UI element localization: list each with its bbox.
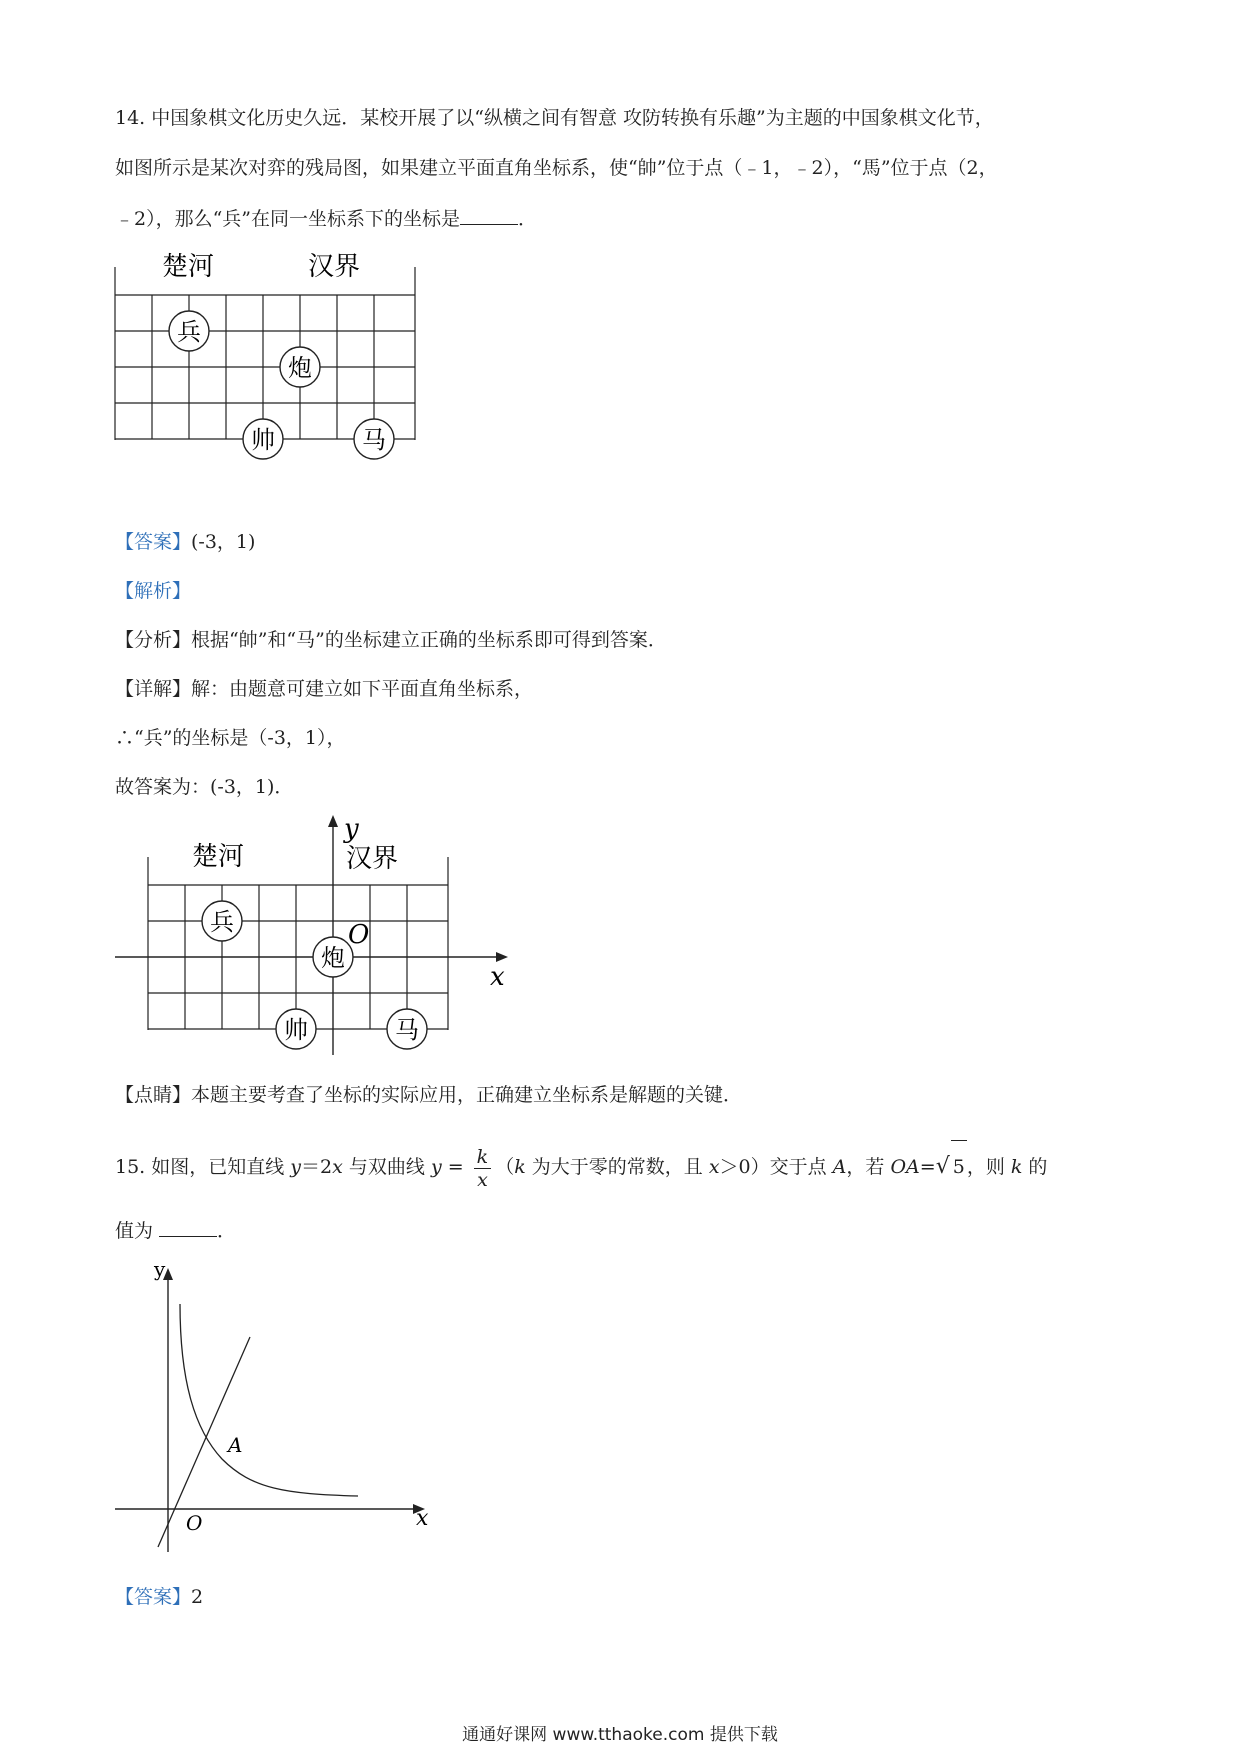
q15-answer-value: 2	[191, 1586, 204, 1608]
q15-then: ，则	[966, 1156, 1011, 1178]
piece-pao	[280, 347, 320, 387]
analysis-tag: 【解析】	[115, 580, 192, 602]
q15-middle: 与双曲线	[342, 1156, 431, 1178]
q14-line3-text: ﹣2），那么“兵”在同一坐标系下的坐标是	[115, 208, 461, 230]
hyperbola-graph	[110, 1262, 450, 1552]
q15-line-y: y	[290, 1156, 302, 1178]
board2-ma-label: 马	[395, 1016, 419, 1044]
board2-piece-ma	[387, 1009, 427, 1049]
answer-value: (-3，1)	[191, 531, 256, 553]
q15-cond-text: 为大于零的常数，且	[525, 1156, 709, 1178]
q14-line3	[115, 206, 537, 231]
chess-board-figure	[110, 245, 430, 470]
q14-dianjing: 【点睛】本题主要考查了坐标的实际应用，正确建立坐标系是解题的关键．	[115, 1084, 743, 1106]
board2-y-label: y	[344, 815, 359, 844]
graph-origin-label: O	[186, 1511, 203, 1535]
q14-xiangjie: 【详解】解：由题意可建立如下平面直角坐标系，	[115, 678, 534, 700]
q15-k-end: k	[1010, 1156, 1023, 1178]
river-left-label: 楚河	[162, 252, 215, 282]
q14-line3-end: ．	[518, 208, 538, 230]
board2-pao-label: 炮	[321, 944, 345, 972]
board2-river-left: 楚河	[192, 842, 245, 872]
graph-y-label: y	[154, 1262, 166, 1281]
q14-line2: 如图所示是某次对弈的残局图，如果建立平面直角坐标系，使“帥”位于点（﹣1，﹣2），“馬”位于点（2，	[115, 157, 998, 179]
piece-shuai	[243, 419, 283, 459]
board2-piece-pao	[313, 937, 353, 977]
piece-bing-label: 兵	[177, 318, 201, 346]
board-grid	[115, 295, 415, 439]
q15-line2-text: 值为	[115, 1220, 160, 1242]
piece-bing	[169, 311, 209, 351]
fraction-numerator: k	[474, 1146, 492, 1169]
q15-line-eq: ＝2	[301, 1156, 333, 1178]
graph-x-label: x	[416, 1506, 429, 1531]
q15-cond-k: k	[514, 1156, 526, 1178]
piece-ma-label: 马	[362, 426, 386, 454]
q14-conclusion: 故答案为：(-3，1)．	[115, 776, 294, 798]
piece-ma	[354, 419, 394, 459]
q14-line1: 14. 中国象棋文化历史久远．某校开展了以“纵横之间有智意 攻防转换有乐趣”为主题的中国象棋文化节，	[115, 107, 994, 129]
q15-answer-tag: 【答案】	[115, 1586, 192, 1608]
sqrt-icon: √	[935, 1154, 950, 1179]
graph-point-a-label: A	[228, 1433, 243, 1457]
q15-prefix: 15. 如图，已知直线	[115, 1156, 291, 1178]
board2-bing-label: 兵	[210, 908, 234, 936]
q15-answer-blank	[159, 1218, 217, 1237]
answer-tag: 【答案】	[115, 531, 192, 553]
q15-cond-x: x	[708, 1156, 720, 1178]
q15-eq: =	[919, 1156, 936, 1178]
fraction-denominator: x	[477, 1168, 488, 1191]
q15-point-a: A	[832, 1156, 847, 1178]
x-axis-arrow-icon	[496, 952, 508, 962]
answer-blank	[460, 206, 518, 225]
board2-piece-bing	[202, 901, 242, 941]
q15-line2	[115, 1218, 236, 1243]
board2-river-right: 汉界	[346, 844, 399, 874]
hyperbola-curve	[180, 1304, 358, 1496]
q15-hyper-eq: =	[441, 1156, 470, 1178]
chess-board-axes-figure	[110, 815, 520, 1060]
q15-answer	[115, 1585, 203, 1609]
q14-fenxi: 【分析】根据“帥”和“马”的坐标建立正确的坐标系即可得到答案．	[115, 629, 667, 651]
q15-cond-open: （	[495, 1156, 515, 1178]
q14-therefore: ∴“兵”的坐标是（-3，1），	[115, 727, 346, 749]
y-axis-arrow-icon	[328, 815, 338, 827]
q15-line-x: x	[332, 1156, 343, 1178]
q15-cond-gt: ＞0）交于点	[719, 1156, 833, 1178]
q15-oa: OA	[890, 1156, 920, 1178]
piece-pao-label: 炮	[288, 354, 312, 382]
q15-if: ，若	[846, 1156, 891, 1178]
q15-de: 的	[1022, 1156, 1048, 1178]
sqrt-radicand: 5	[951, 1140, 967, 1193]
q15-line1	[115, 1140, 1047, 1193]
board2-x-label: x	[490, 962, 505, 992]
piece-shuai-label: 帅	[251, 426, 275, 454]
board2-origin-label: O	[348, 920, 370, 950]
k-over-x-fraction	[474, 1146, 492, 1191]
q15-hyper-y: y	[430, 1156, 442, 1178]
q15-line2-end: ．	[217, 1220, 237, 1242]
river-right-label: 汉界	[308, 252, 361, 282]
q14-answer	[115, 530, 255, 554]
board2-piece-shuai	[276, 1009, 316, 1049]
board2-shuai-label: 帅	[284, 1016, 308, 1044]
page-footer: 通通好课网 www.tthaoke.com 提供下载	[462, 1725, 778, 1745]
